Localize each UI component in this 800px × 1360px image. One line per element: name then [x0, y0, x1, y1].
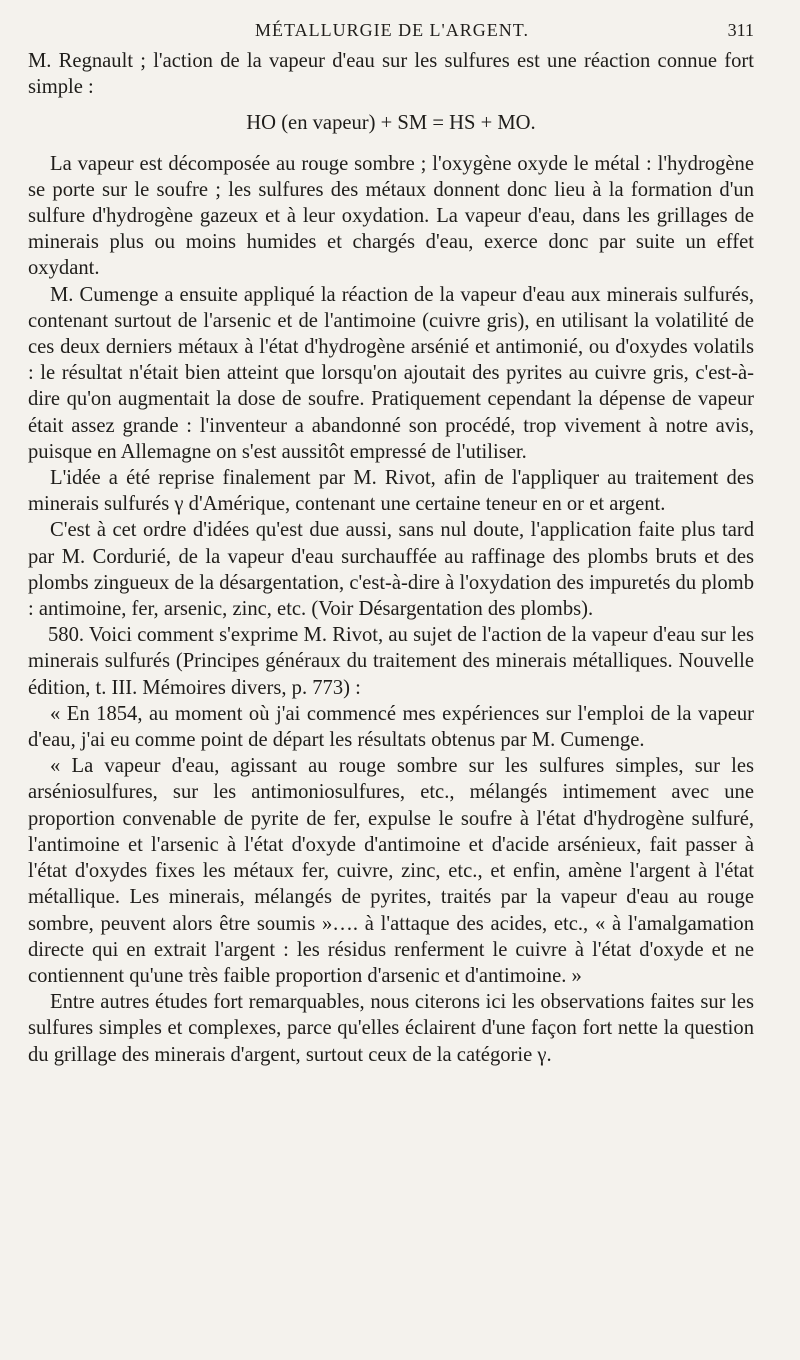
paragraph-580: 580. Voici comment s'exprime M. Rivot, au sujet de l'action de la vapeur d'eau sur les minerais sulfurés (Principes généraux du traitement des minerais métalliques. Nouvelle édition, t. III. Mémoires divers, p. 773) : — [28, 624, 754, 699]
paragraph-4: L'idée a été reprise finalement par M. Rivot, afin de l'appliquer au traitement des minerais sulfurés γ d'Amérique, contenant une certaine teneur en or et argent. — [28, 467, 754, 516]
body-text — [28, 48, 754, 1068]
paragraph-3: M. Cumenge a ensuite appliqué la réaction de la vapeur d'eau aux minerais sulfurés, contenant surtout de l'arsenic et de l'antimoine (cuivre gris), en utilisant la volatilité de ces deux derniers métaux à l'état d'hydrogène arsénié et antimonié, ou d'oxydes volatils : le résultat n'était bien atteint que lorsqu'on ajoutait des pyrites au cuivre gris, c'est-à-dire qu'on augmentait la dose de soufre. Pratiquement cependant la dépense de vapeur était assez grande : l'inventeur a abandonné son procédé, trop vivement à notre avis, puisque en Allemagne on s'est aussitôt empressé de l'utiliser. — [28, 283, 754, 463]
page-number: 311 — [727, 20, 754, 40]
page-header — [30, 20, 754, 42]
chemical-formula: HO (en vapeur) + SM = HS + MO. — [246, 112, 536, 135]
paragraph-final: Entre autres études fort remarquables, nous citerons ici les observations faites sur les sulfures simples et complexes, parce qu'elles éclairent d'une façon fort nette la question du grillage des minerais d'argent, surtout ceux de la catégorie γ. — [28, 991, 754, 1066]
quote-paragraph-1: « En 1854, au moment où j'ai commencé mes expériences sur l'emploi de la vapeur d'eau, j'ai eu comme point de départ les résultats obtenus par M. Cumenge. — [28, 702, 754, 752]
quote-paragraph-2: « La vapeur d'eau, agissant au rouge sombre sur les sulfures simples, sur les arséniosulfures, sur les antimoniosulfures, etc., mélangés intimement avec une proportion convenable de pyrite de fer, expulse le soufre à l'état d'hydrogène sulfuré, l'antimoine et l'arsenic à l'état d'oxyde d'antimoine et d'acide arsénieux, fait passer à l'état d'oxydes fixes les métaux fer, cuivre, zinc, etc., et enfin, amène l'argent à l'état métallique. Les minerais, mélangés de pyrites, traités par la vapeur d'eau au rouge sombre, peuvent alors être soumis »…. à l'attaque des acides, etc., « à l'amalgamation directe qui en extrait l'argent : les résidus renferment le cuivre à l'état d'oxyde et ne contiennent qu'une très faible proportion d'arsenic et d'antimoine. » — [28, 755, 754, 987]
paragraph-2: La vapeur est décomposée au rouge sombre ; l'oxygène oxyde le métal : l'hydrogène se porte sur le soufre ; les sulfures des métaux donnent donc lieu à la formation d'un sulfure d'hydrogène gazeux et à leur oxydation. La vapeur d'eau, dans les grillages de minerais plus ou moins humides et chargés d'eau, exerce donc par suite un effet oxydant. — [28, 152, 754, 280]
running-title: MÉTALLURGIE DE L'ARGENT. — [255, 20, 529, 40]
paragraph-1: M. Regnault ; l'action de la vapeur d'eau sur les sulfures est une réaction connue fort simple : — [28, 50, 754, 99]
paragraph-5: C'est à cet ordre d'idées qu'est due aussi, sans nul doute, l'application faite plus tard par M. Cordurié, de la vapeur d'eau surchauffée au raffinage des plombs bruts et des plombs zingueux de la désargentation, c'est-à-dire à l'oxydation des impuretés du plomb : antimoine, fer, arsenic, zinc, etc. (Voir Désargentation des plombs). — [28, 519, 754, 621]
